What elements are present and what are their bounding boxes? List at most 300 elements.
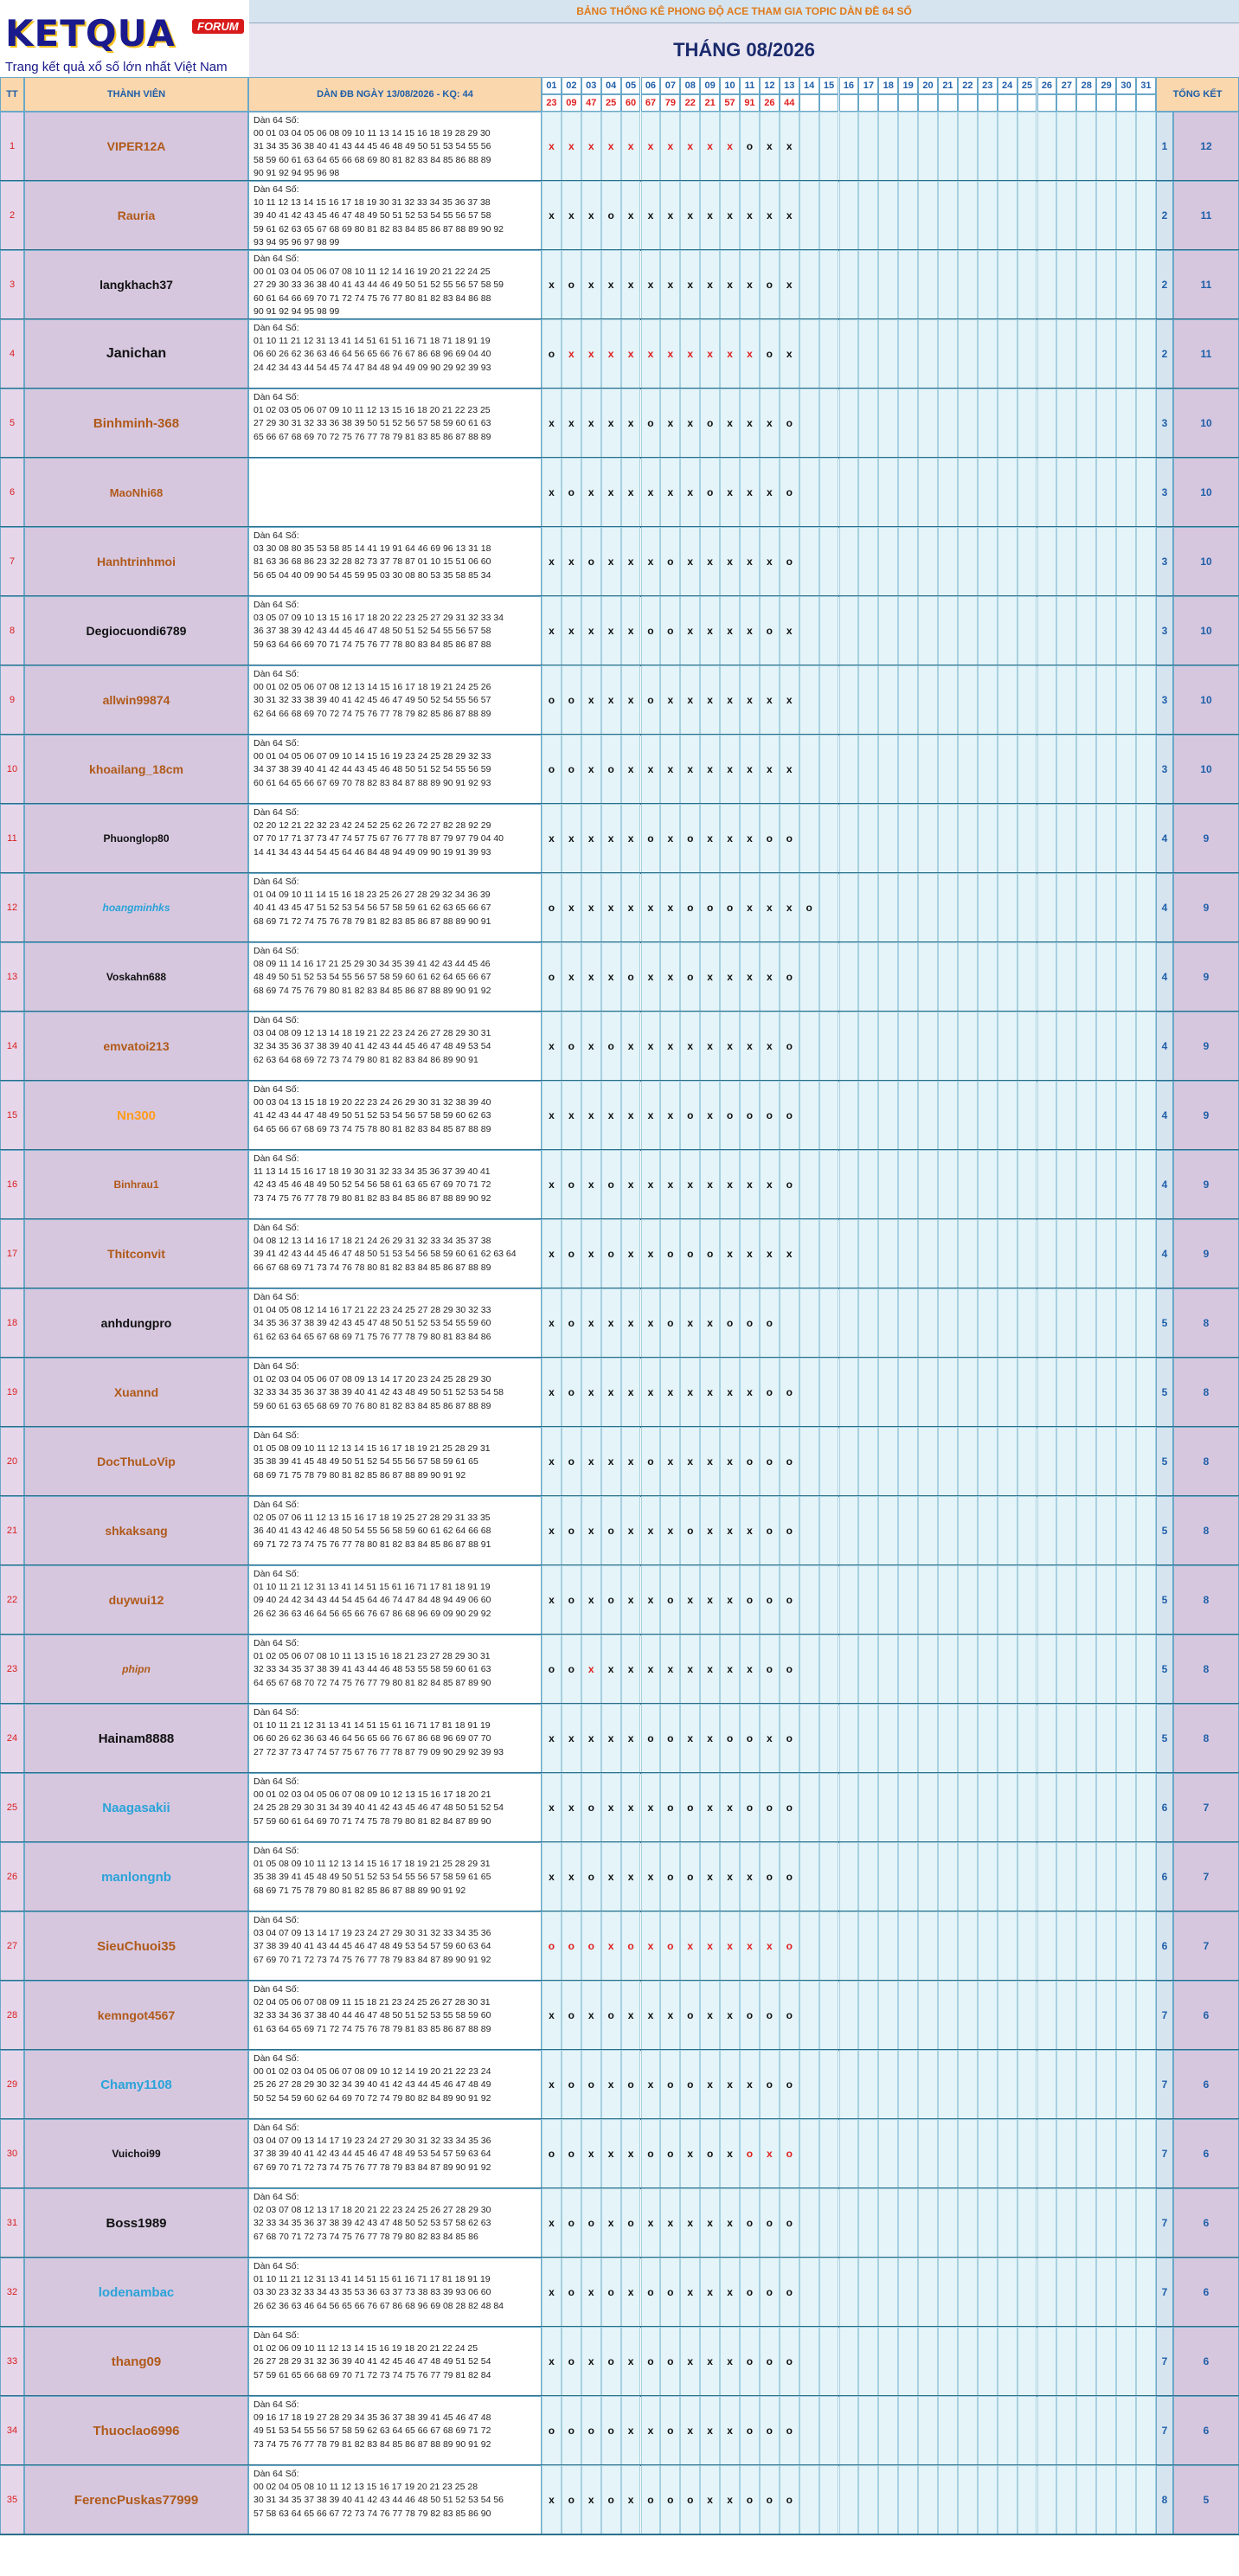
day-mark: x <box>641 2396 661 2465</box>
day-mark: x <box>720 458 740 527</box>
row-number: 19 <box>0 1358 24 1427</box>
day-mark <box>898 527 918 596</box>
day-mark <box>839 1635 859 1704</box>
day-mark: o <box>780 1081 799 1150</box>
day-mark: x <box>760 1150 780 1219</box>
day-mark <box>958 873 978 942</box>
day-mark <box>1037 2188 1057 2258</box>
day-mark: x <box>641 1012 661 1081</box>
day-mark: x <box>720 2119 740 2188</box>
day-mark <box>1096 1358 1116 1427</box>
day-mark: x <box>641 181 661 250</box>
day-mark <box>819 389 839 458</box>
site-logo[interactable] <box>0 0 249 74</box>
total-col-1: 3 <box>1156 527 1173 596</box>
day-mark <box>858 2327 878 2396</box>
day-mark: x <box>660 665 680 735</box>
member-name[interactable]: manlongnb <box>24 1842 248 1911</box>
day-mark <box>1056 1358 1076 1427</box>
day-mark <box>1018 389 1037 458</box>
day-mark: x <box>740 250 760 319</box>
member-name[interactable]: duywui12 <box>24 1565 248 1635</box>
member-name[interactable]: thang09 <box>24 2327 248 2396</box>
day-header: 20 <box>918 77 938 94</box>
day-header: 05 <box>621 77 641 94</box>
day-mark: x <box>700 1911 720 1981</box>
day-header: 09 <box>700 77 720 94</box>
dan-label: Dàn 64 Số: <box>254 1500 299 1510</box>
row-number: 10 <box>0 735 24 804</box>
day-mark <box>858 1565 878 1635</box>
day-mark: x <box>581 250 601 319</box>
day-mark <box>1037 596 1057 665</box>
member-name[interactable]: lodenambac <box>24 2258 248 2327</box>
day-mark <box>878 1081 898 1150</box>
result-cell: 23 <box>542 94 562 112</box>
day-mark: o <box>581 2188 601 2258</box>
day-mark: x <box>601 389 621 458</box>
day-mark <box>1056 1773 1076 1842</box>
day-mark: o <box>760 2188 780 2258</box>
day-mark <box>1136 1635 1156 1704</box>
day-mark: x <box>700 2396 720 2465</box>
day-mark: x <box>542 1496 562 1565</box>
day-mark <box>839 2396 859 2465</box>
day-mark <box>1076 1842 1096 1911</box>
dan-line: 26 62 36 63 46 64 56 65 66 76 67 86 68 96 69 08 28 82 48 84 <box>254 2300 504 2311</box>
member-name[interactable]: langkhach37 <box>24 250 248 319</box>
day-mark: x <box>621 458 641 527</box>
row-number: 8 <box>0 596 24 665</box>
day-mark <box>1076 527 1096 596</box>
member-name[interactable]: DocThuLoVip <box>24 1427 248 1496</box>
day-mark <box>1037 2327 1057 2396</box>
day-mark: o <box>720 873 740 942</box>
day-mark <box>958 1704 978 1773</box>
day-mark: x <box>740 596 760 665</box>
day-mark <box>1116 942 1136 1012</box>
dan-line: 68 69 71 72 74 75 76 78 79 81 82 83 85 86 87 88 89 90 91 <box>254 915 491 927</box>
day-mark: x <box>700 1358 720 1427</box>
total-col-2: 6 <box>1173 1981 1239 2050</box>
total-col-1: 4 <box>1156 873 1173 942</box>
member-name[interactable]: Binhrau1 <box>24 1150 248 1219</box>
member-name[interactable]: Binhminh-368 <box>24 389 248 458</box>
day-mark: o <box>780 2327 799 2396</box>
day-mark: x <box>542 1012 562 1081</box>
day-mark: x <box>760 1012 780 1081</box>
day-mark <box>1018 2050 1037 2119</box>
day-mark <box>898 458 918 527</box>
member-name[interactable]: Voskahn688 <box>24 942 248 1012</box>
day-mark: x <box>720 1496 740 1565</box>
day-mark: x <box>581 181 601 250</box>
row-number: 30 <box>0 2119 24 2188</box>
day-mark: o <box>780 389 799 458</box>
day-mark <box>918 1288 938 1358</box>
day-mark <box>1076 389 1096 458</box>
day-mark: o <box>700 1219 720 1288</box>
dan-numbers <box>248 2119 542 2188</box>
member-name[interactable]: Thitconvit <box>24 1219 248 1288</box>
member-name[interactable]: Hanhtrinhmoi <box>24 527 248 596</box>
member-name[interactable]: anhdungpro <box>24 1288 248 1358</box>
day-mark: x <box>740 735 760 804</box>
day-mark: x <box>740 527 760 596</box>
member-name[interactable]: VIPER12A <box>24 112 248 181</box>
day-mark <box>878 2119 898 2188</box>
total-col-2: 9 <box>1173 1219 1239 1288</box>
day-mark: o <box>780 1842 799 1911</box>
dan-line: 27 29 30 31 32 33 36 38 39 50 51 52 56 57 58 59 60 61 63 <box>254 418 491 429</box>
day-mark: x <box>542 1704 562 1773</box>
day-mark <box>819 1427 839 1496</box>
day-mark <box>878 873 898 942</box>
day-mark <box>819 112 839 181</box>
day-mark: x <box>581 1981 601 2050</box>
day-mark: x <box>621 181 641 250</box>
total-col-1: 5 <box>1156 1704 1173 1773</box>
dan-line: 03 30 08 80 35 53 58 85 14 41 19 91 64 46 69 96 13 31 18 <box>254 543 491 555</box>
member-name[interactable]: Phuonglop80 <box>24 804 248 873</box>
member-name[interactable]: emvatoi213 <box>24 1012 248 1081</box>
day-mark <box>1096 2327 1116 2396</box>
day-mark: x <box>542 250 562 319</box>
day-header: 23 <box>978 77 998 94</box>
row-number: 18 <box>0 1288 24 1358</box>
day-mark: o <box>700 458 720 527</box>
day-mark: o <box>641 1427 661 1496</box>
day-mark <box>1056 1565 1076 1635</box>
day-mark <box>1136 181 1156 250</box>
member-name[interactable]: Naagasakii <box>24 1773 248 1842</box>
day-mark: o <box>562 1911 581 1981</box>
day-mark: o <box>660 1219 680 1288</box>
member-name[interactable]: Hainam8888 <box>24 1704 248 1773</box>
day-mark <box>858 112 878 181</box>
dan-line: 65 66 67 68 69 70 72 75 76 77 78 79 81 83 85 86 87 88 89 <box>254 431 491 442</box>
day-mark <box>978 1842 998 1911</box>
day-mark <box>1018 1635 1037 1704</box>
dan-numbers <box>248 181 542 250</box>
day-mark <box>878 1427 898 1496</box>
day-mark <box>1037 1635 1057 1704</box>
day-mark <box>978 1081 998 1150</box>
day-mark: x <box>740 319 760 389</box>
day-header: 22 <box>958 77 978 94</box>
day-mark <box>1096 112 1116 181</box>
day-mark <box>799 2119 819 2188</box>
day-mark: x <box>680 389 700 458</box>
day-mark <box>1018 804 1037 873</box>
day-mark <box>878 1219 898 1288</box>
dan-line: 25 26 27 28 29 30 32 34 39 40 41 42 43 44 45 46 47 48 49 <box>254 2079 491 2091</box>
day-mark <box>1116 1288 1136 1358</box>
day-mark <box>998 1219 1018 1288</box>
day-mark: x <box>601 1704 621 1773</box>
day-mark <box>998 1565 1018 1635</box>
member-name[interactable]: khoailang_18cm <box>24 735 248 804</box>
day-mark <box>1056 319 1076 389</box>
header-total: TỔNG KẾT <box>1156 77 1239 112</box>
day-header: 28 <box>1076 77 1096 94</box>
result-cell <box>858 94 878 112</box>
day-mark <box>1037 181 1057 250</box>
member-name[interactable]: allwin99874 <box>24 665 248 735</box>
day-mark: o <box>542 2396 562 2465</box>
result-cell <box>1037 94 1057 112</box>
day-mark: o <box>700 2119 720 2188</box>
member-name[interactable]: Vuichoi99 <box>24 2119 248 2188</box>
day-mark <box>918 1427 938 1496</box>
day-mark <box>1116 2119 1136 2188</box>
day-mark: o <box>780 1427 799 1496</box>
day-mark <box>1116 873 1136 942</box>
day-mark: x <box>780 873 799 942</box>
day-mark <box>1096 2119 1116 2188</box>
day-mark: o <box>641 665 661 735</box>
day-mark <box>938 389 958 458</box>
day-mark: x <box>621 1150 641 1219</box>
total-col-2: 9 <box>1173 1012 1239 1081</box>
dan-line: 42 43 45 46 48 49 50 52 54 56 58 61 63 65 67 69 70 71 72 <box>254 1179 491 1191</box>
day-mark <box>1076 1911 1096 1981</box>
day-mark: o <box>680 1773 700 1842</box>
day-mark <box>918 804 938 873</box>
member-name[interactable]: phipn <box>24 1635 248 1704</box>
day-mark: x <box>542 1842 562 1911</box>
day-mark: x <box>542 1358 562 1427</box>
day-mark <box>998 804 1018 873</box>
day-mark: x <box>621 735 641 804</box>
member-name[interactable]: kemngot4567 <box>24 1981 248 2050</box>
member-name[interactable]: Thuoclao6996 <box>24 2396 248 2465</box>
day-mark <box>978 1565 998 1635</box>
day-mark <box>1037 1981 1057 2050</box>
day-mark <box>799 458 819 527</box>
day-mark: x <box>542 181 562 250</box>
day-mark: x <box>760 181 780 250</box>
day-mark <box>1076 1427 1096 1496</box>
day-mark: x <box>581 596 601 665</box>
day-mark <box>858 1773 878 1842</box>
day-mark <box>799 2465 819 2534</box>
day-mark: x <box>621 1981 641 2050</box>
day-mark: x <box>780 181 799 250</box>
total-col-1: 4 <box>1156 1150 1173 1219</box>
day-mark <box>998 112 1018 181</box>
day-mark <box>998 1288 1018 1358</box>
day-mark <box>1136 2119 1156 2188</box>
day-mark <box>1116 527 1136 596</box>
day-mark: o <box>740 2465 760 2534</box>
dan-label: Dàn 64 Số: <box>254 323 299 333</box>
day-mark: x <box>581 735 601 804</box>
day-mark <box>918 1911 938 1981</box>
day-mark <box>878 1565 898 1635</box>
day-mark: o <box>780 1981 799 2050</box>
member-name[interactable]: Rauria <box>24 181 248 250</box>
day-mark <box>1096 458 1116 527</box>
day-mark <box>1116 1635 1136 1704</box>
day-mark: x <box>760 2119 780 2188</box>
dan-numbers <box>248 596 542 665</box>
day-mark: x <box>660 1635 680 1704</box>
day-mark <box>918 1773 938 1842</box>
day-mark <box>1037 665 1057 735</box>
member-name[interactable]: Xuannd <box>24 1358 248 1427</box>
day-mark <box>958 1635 978 1704</box>
day-mark <box>1116 1358 1136 1427</box>
day-mark: x <box>641 942 661 1012</box>
dan-numbers <box>248 389 542 458</box>
member-name[interactable]: Nn300 <box>24 1081 248 1150</box>
day-mark: o <box>542 319 562 389</box>
dan-numbers <box>248 873 542 942</box>
member-name[interactable]: MaoNhi68 <box>24 458 248 527</box>
result-cell: 47 <box>581 94 601 112</box>
day-mark <box>1076 1150 1096 1219</box>
day-header: 03 <box>581 77 601 94</box>
day-mark <box>819 527 839 596</box>
total-col-2: 11 <box>1173 319 1239 389</box>
day-mark: x <box>720 181 740 250</box>
day-mark: x <box>641 1565 661 1635</box>
day-mark <box>958 319 978 389</box>
day-mark: o <box>700 389 720 458</box>
day-mark <box>938 1773 958 1842</box>
day-mark <box>978 2258 998 2327</box>
day-mark <box>839 1081 859 1150</box>
day-mark: o <box>601 2396 621 2465</box>
member-name[interactable]: hoangminhks <box>24 873 248 942</box>
day-mark: o <box>562 735 581 804</box>
day-mark: o <box>660 1288 680 1358</box>
day-mark <box>938 1981 958 2050</box>
member-name[interactable]: shkaksang <box>24 1496 248 1565</box>
day-mark <box>819 1288 839 1358</box>
day-mark: o <box>780 1496 799 1565</box>
day-mark <box>1136 2258 1156 2327</box>
day-mark <box>819 1081 839 1150</box>
day-header: 30 <box>1116 77 1136 94</box>
day-mark: x <box>542 1219 562 1288</box>
day-mark: o <box>700 873 720 942</box>
day-mark: x <box>720 319 740 389</box>
day-header: 31 <box>1136 77 1156 94</box>
day-mark: o <box>680 1219 700 1288</box>
day-mark: x <box>581 942 601 1012</box>
day-mark <box>839 1219 859 1288</box>
day-mark <box>898 319 918 389</box>
day-mark <box>938 1427 958 1496</box>
total-col-1: 4 <box>1156 804 1173 873</box>
day-mark <box>819 2188 839 2258</box>
day-mark: o <box>760 1773 780 1842</box>
dan-label: Dàn 64 Số: <box>254 1915 299 1925</box>
member-name[interactable]: Degiocuondi6789 <box>24 596 248 665</box>
day-mark: x <box>621 2258 641 2327</box>
day-mark <box>1136 112 1156 181</box>
day-mark: x <box>562 873 581 942</box>
member-name[interactable]: Boss1989 <box>24 2188 248 2258</box>
day-mark: o <box>740 1981 760 2050</box>
day-mark <box>1076 1219 1096 1288</box>
dan-line: 01 10 11 21 12 31 13 41 14 51 61 51 16 71 18 71 18 91 19 <box>254 336 491 347</box>
member-name[interactable]: FerencPuskas77999 <box>24 2465 248 2534</box>
total-col-2: 8 <box>1173 1427 1239 1496</box>
day-mark <box>1018 2258 1037 2327</box>
day-mark: x <box>740 942 760 1012</box>
day-mark <box>1116 1219 1136 1288</box>
day-mark: x <box>660 804 680 873</box>
day-mark <box>898 1150 918 1219</box>
row-number: 23 <box>0 1635 24 1704</box>
day-mark: x <box>700 596 720 665</box>
day-mark: x <box>621 389 641 458</box>
day-mark <box>1116 250 1136 319</box>
day-mark <box>958 2188 978 2258</box>
day-mark: o <box>660 1842 680 1911</box>
day-mark <box>799 1773 819 1842</box>
day-mark: o <box>660 2119 680 2188</box>
day-mark <box>998 527 1018 596</box>
day-mark <box>858 2119 878 2188</box>
day-header: 01 <box>542 77 562 94</box>
day-mark <box>918 1565 938 1635</box>
day-mark: o <box>780 1565 799 1635</box>
day-mark: x <box>660 1358 680 1427</box>
day-mark <box>839 1012 859 1081</box>
result-cell <box>958 94 978 112</box>
day-mark <box>1096 2050 1116 2119</box>
day-mark <box>1096 1288 1116 1358</box>
day-mark <box>799 942 819 1012</box>
day-mark: x <box>581 2258 601 2327</box>
member-name[interactable]: SieuChuoi35 <box>24 1911 248 1981</box>
day-mark: x <box>680 2327 700 2396</box>
day-mark: o <box>740 1081 760 1150</box>
day-mark <box>858 1358 878 1427</box>
day-mark <box>938 1635 958 1704</box>
day-mark <box>839 2050 859 2119</box>
day-mark <box>878 250 898 319</box>
day-mark <box>978 319 998 389</box>
day-mark <box>839 665 859 735</box>
day-mark: x <box>621 319 641 389</box>
day-mark <box>819 1981 839 2050</box>
day-mark <box>858 942 878 1012</box>
day-mark <box>938 1565 958 1635</box>
day-mark: x <box>621 665 641 735</box>
member-name[interactable]: Janichan <box>24 319 248 389</box>
dan-line: 02 04 05 06 07 08 09 11 15 18 21 23 24 25 26 27 28 30 31 <box>254 1997 491 2008</box>
day-mark: x <box>680 1358 700 1427</box>
day-mark <box>938 1012 958 1081</box>
day-mark <box>858 2258 878 2327</box>
day-mark <box>1116 458 1136 527</box>
dan-line: 90 91 92 94 95 96 98 <box>254 167 340 178</box>
day-mark: o <box>760 804 780 873</box>
result-cell <box>1136 94 1156 112</box>
day-mark <box>1136 389 1156 458</box>
total-col-1: 5 <box>1156 1427 1173 1496</box>
day-mark: o <box>562 2465 581 2534</box>
dan-line: 31 34 35 36 38 40 41 43 44 45 46 48 49 50 51 53 54 55 56 <box>254 141 491 152</box>
day-mark <box>1116 389 1136 458</box>
dan-line: 32 33 34 36 37 38 40 44 46 47 48 50 51 52 53 55 58 59 60 <box>254 2010 491 2021</box>
member-name[interactable]: Chamy1108 <box>24 2050 248 2119</box>
